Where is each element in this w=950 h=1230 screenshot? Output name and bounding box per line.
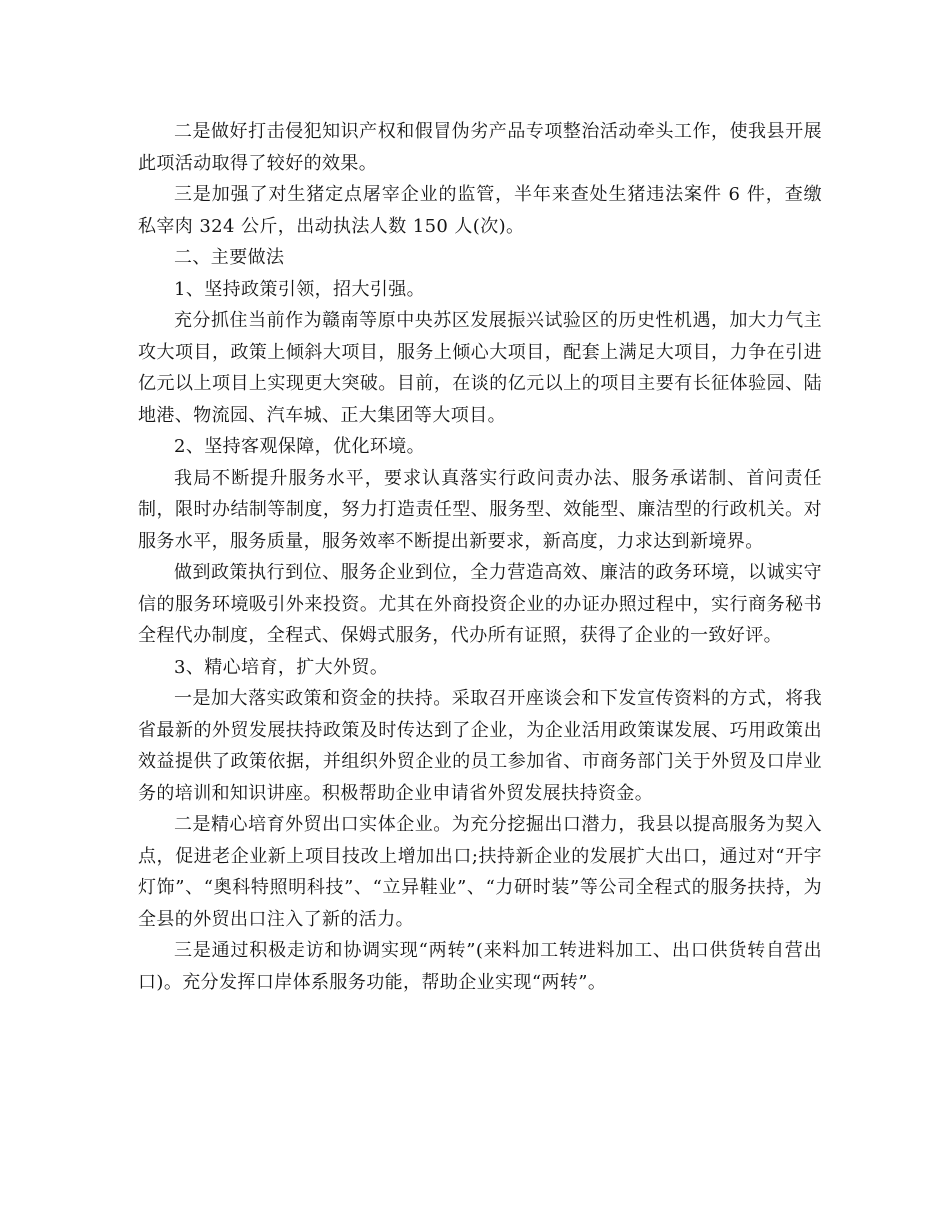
paragraph: 我局不断提升服务水平，要求认真落实行政问责办法、服务承诺制、首问责任制，限时办结制等制度，努力打造责任型、服务型、效能型、廉洁型的行政机关。对服务水平，服务质量，服务效率不断提出新要求，新高度，力求达到新境界。 xyxy=(138,467,822,552)
paragraph: 二是精心培育外贸出口实体企业。为充分挖掘出口潜力，我县以提高服务为契入点，促进老企业新上项目技改上增加出口;扶持新企业的发展扩大出口，通过对“开宇灯饰”、“奥科特照明科技”、“立异鞋业”、“力研时装”等公司全程式的服务扶持，为全县的外贸出口注入了新的活力。 xyxy=(138,814,822,930)
paragraph: 做到政策执行到位、服务企业到位，全力营造高效、廉洁的政务环境，以诚实守信的服务环境吸引外来投资。尤其在外商投资企业的办证办照过程中，实行商务秘书全程代办制度，全程式、保姆式服务，代办所有证照，获得了企业的一致好评。 xyxy=(138,562,822,646)
paragraph: 充分抓住当前作为赣南等原中央苏区发展振兴试验区的历史性机遇，加大力气主攻大项目，政策上倾斜大项目，服务上倾心大项目，配套上满足大项目，力争在引进亿元以上项目上实现更大突破。目前，在谈的亿元以上的项目主要有长征体验园、陆地港、物流园、汽车城、正大集团等大项目。 xyxy=(138,310,822,426)
paragraph: 三是通过积极走访和协调实现“两转”(来料加工转进料加工、出口供货转自营出口)。充分发挥口岸体系服务功能，帮助企业实现“两转”。 xyxy=(138,940,822,993)
subsection-heading: 2、坚持客观保障，优化环境。 xyxy=(174,436,426,457)
paragraph: 三是加强了对生猪定点屠宰企业的监管，半年来查处生猪违法案件 6 件，查缴私宰肉 324 公斤，出动执法人数 150 人(次)。 xyxy=(138,184,822,237)
paragraph: 一是加大落实政策和资金的扶持。采取召开座谈会和下发宣传资料的方式，将我省最新的外贸发展扶持政策及时传达到了企业，为企业活用政策谋发展、巧用政策出效益提供了政策依据，并组织外贸企业的员工参加省、市商务部门关于外贸及口岸业务的培训和知识讲座。积极帮助企业申请省外贸发展扶持资金。 xyxy=(138,688,822,804)
subsection-heading: 3、精心培育，扩大外贸。 xyxy=(174,656,389,678)
paragraph: 二是做好打击侵犯知识产权和假冒伪劣产品专项整治活动牵头工作，使我县开展此项活动取得了较好的效果。 xyxy=(138,121,822,174)
section-heading: 二、主要做法 xyxy=(174,247,285,268)
document-body xyxy=(138,116,822,998)
subsection-heading: 1、坚持政策引领，招大引强。 xyxy=(174,278,426,300)
